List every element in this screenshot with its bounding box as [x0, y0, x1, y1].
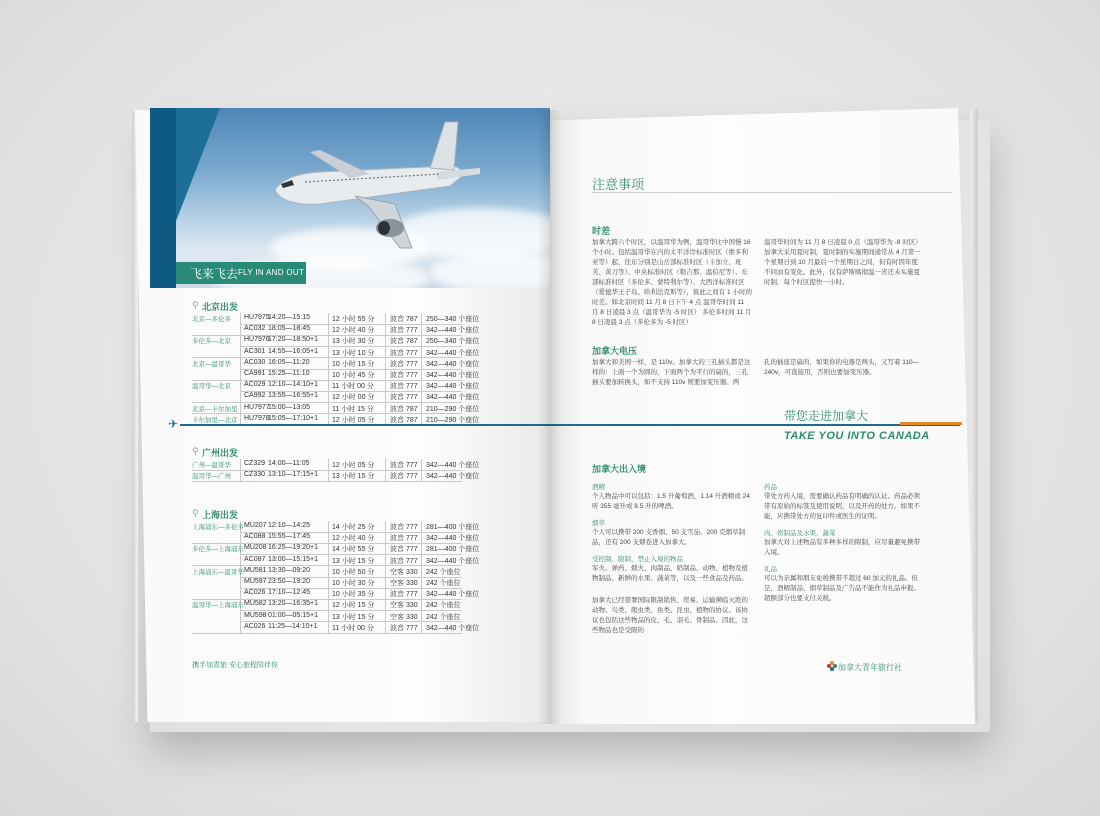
seats-cell: 242 个座位 [426, 613, 461, 621]
seats-cell: 242 个座位 [426, 602, 461, 610]
title-rule [592, 192, 952, 193]
table-row-rule [192, 633, 462, 634]
time-cell: 13:55—16:55+1 [268, 392, 319, 400]
agency-logo-icon [826, 660, 838, 672]
entry-subheading: 礼品 [764, 566, 777, 573]
entry-paragraph: 可以为亲属和朋友免税携带不超过 60 加元的礼品。但是，酒精制品、烟草制品及广告品不能作为礼品申报。超额部分也要支付关税。 [764, 575, 920, 602]
duration-cell: 14 小时 55 分 [332, 546, 375, 554]
entry-paragraph: 军火、弹药、烟火、肉制品、奶制品、动物、植物及植物制品、新鲜的水果、蔬菜等，以及一些食品及药品。 [592, 565, 748, 582]
entry-paragraph: 加拿大对上述物品有多种多样的限制，应尽量避免携带入境。 [764, 539, 920, 556]
flight-cell: MU582 [244, 600, 267, 608]
seats-cell: 342—440 个座位 [426, 535, 480, 543]
table-row [192, 470, 480, 481]
seats-cell: 342—440 个座位 [426, 360, 480, 368]
photo-accent-bar [150, 108, 176, 288]
table-row [192, 532, 480, 543]
entry-paragraph: 带处方药入境，需要确认药品有明确的认证。药品必须带有原始的标签及使用说明，以及开药的处方。如果不能，应携带处方的复印件或医生的证明。 [764, 493, 920, 520]
duration-cell: 10 小时 50 分 [332, 568, 375, 576]
airplane-icon [150, 108, 550, 288]
time-cell: 12:10—14:25 [268, 522, 311, 529]
section-title: 上海出发 [202, 510, 239, 520]
duration-cell: 10 小时 15 分 [332, 360, 375, 368]
flight-cell: MU207 [244, 522, 267, 529]
flight-cell: CZ330 [244, 471, 266, 479]
flight-cell: AC032 [244, 325, 266, 333]
flight-cell: HU7976 [244, 336, 270, 344]
divider-accent [900, 422, 962, 425]
aircraft-cell: 波音 777 [390, 360, 418, 368]
duration-cell: 12 小时 15 分 [332, 602, 375, 610]
route-cell: 卡尔加里—北京 [192, 416, 238, 424]
banner-title-en: FLY IN AND OUT [238, 268, 305, 277]
route-cell: 上海浦东—温哥华 [192, 568, 244, 576]
duration-cell: 11 小时 00 分 [332, 383, 374, 391]
duration-cell: 13 小时 30 分 [332, 338, 375, 346]
table-row [192, 403, 480, 414]
aircraft-cell: 波音 787 [390, 338, 418, 346]
flight-cell: AC026 [244, 589, 266, 597]
entry-heading: 加拿大出入境 [592, 464, 647, 474]
duration-cell: 13 小时 15 分 [332, 613, 375, 621]
voltage-text-2: 孔的插座是扁的，如果你的电器是两头，又写着 110—240v，可直接用，否则也要加变压器。 [764, 359, 920, 376]
table-row [192, 611, 462, 622]
time-cell: 17:10—12:45 [268, 589, 311, 597]
aircraft-cell: 空客 330 [390, 613, 418, 621]
spine-shadow [538, 110, 562, 724]
duration-cell: 10 小时 45 分 [332, 372, 375, 379]
route-cell: 北京—多伦多 [192, 316, 231, 323]
aircraft-cell: 波音 777 [390, 473, 418, 481]
section-title: 北京出发 [202, 302, 239, 312]
seats-cell: 342—440 个座位 [426, 591, 480, 599]
flight-cell: AC301 [244, 347, 266, 355]
flight-cell: CZ329 [244, 460, 266, 467]
duration-cell: 10 小时 35 分 [332, 591, 375, 599]
duration-cell: 12 小时 05 分 [332, 416, 375, 424]
entry-paragraph: 个人物品中可以包括：1.5 升葡萄酒，1.14 升酒精或 24 听 355 毫升或 8.5 升的啤酒。 [592, 493, 750, 510]
seats-cell: 342—440 个座位 [426, 372, 480, 379]
seats-cell: 342—440 个座位 [426, 327, 480, 335]
duration-cell: 13 小时 10 分 [332, 349, 375, 357]
time-cell: 15:05—17:10+1 [268, 414, 319, 422]
flight-cell: HU7975 [244, 314, 270, 321]
aircraft-cell: 波音 777 [390, 372, 418, 379]
seats-cell: 342—440 个座位 [426, 624, 480, 632]
table-row [192, 369, 480, 380]
table-row [192, 335, 480, 346]
left-footer: 携手加青旅 安心旅程陪伴你 [192, 662, 278, 669]
entry-subheading: 酒精 [592, 484, 605, 491]
table-row [192, 347, 480, 358]
time-cell: 13:20—16:35+1 [268, 600, 319, 608]
aircraft-cell: 波音 777 [390, 349, 418, 357]
entry-subheading: 药品 [764, 484, 777, 491]
time-cell: 01:00—05:15+1 [268, 611, 319, 619]
flight-cell: MU597 [244, 578, 267, 585]
timediff-heading: 时差 [592, 226, 611, 236]
aircraft-cell: 波音 787 [390, 405, 418, 413]
seats-cell: 242 个座位 [426, 580, 461, 587]
table-row [192, 577, 462, 588]
duration-cell: 10 小时 30 分 [332, 580, 375, 587]
table-row [192, 599, 462, 610]
time-cell: 15:55—17:45 [268, 533, 311, 541]
banner-title-cn: 飞来飞去 [190, 267, 239, 281]
location-pin-icon: ⚲ [192, 508, 199, 518]
duration-cell: 11 小时 00 分 [332, 624, 374, 632]
time-cell: 14:00—11:05 [268, 460, 310, 467]
duration-cell: 12 小时 55 分 [332, 316, 375, 323]
entry-subheading: 肉、奶制品及水果、蔬菜 [764, 530, 836, 537]
aircraft-cell: 波音 787 [390, 316, 418, 323]
flight-cell: AC088 [244, 533, 266, 541]
aircraft-cell: 波音 777 [390, 327, 418, 335]
slogan-cn: 带您走进加拿大 [784, 409, 869, 423]
flight-cell: CA991 [244, 370, 266, 377]
seats-cell: 210—290 个座位 [426, 416, 480, 424]
flight-cell: AC026 [244, 622, 266, 630]
aircraft-cell: 空客 330 [390, 602, 418, 610]
seats-cell: 250—340 个座位 [426, 338, 480, 346]
entry-paragraph: 加拿大已经签署国际限制销售、贸易、运输濒临灭绝的动物、鸟类、爬虫类、鱼类、昆虫、植物的协议。该协议也包括这些物品的皮、毛、羽毛、骨制品。因此，这些物品也是受限的 [592, 597, 748, 634]
table-row [192, 391, 480, 402]
seats-cell: 342—440 个座位 [426, 557, 480, 565]
aircraft-cell: 波音 777 [390, 524, 418, 531]
location-pin-icon: ⚲ [192, 446, 199, 456]
aircraft-cell: 波音 777 [390, 546, 418, 554]
time-cell: 16:25—19:20+1 [268, 544, 319, 552]
seats-cell: 342—440 个座位 [426, 473, 480, 481]
flight-cell: AC030 [244, 358, 266, 366]
agency-logo-text: 加拿大青年旅行社 [838, 663, 902, 672]
route-cell: 多伦多—北京 [192, 338, 231, 346]
table-row [192, 588, 480, 599]
time-cell: 18:05—18:45 [268, 325, 311, 333]
seats-cell: 210—290 个座位 [426, 405, 480, 413]
flight-cell: CA992 [244, 392, 266, 400]
aircraft-cell: 波音 777 [390, 591, 418, 599]
aircraft-cell: 空客 330 [390, 580, 418, 587]
duration-cell: 11 小时 15 分 [332, 405, 374, 413]
time-cell: 13:10—17:15+1 [268, 471, 319, 479]
route-cell: 北京—卡尔加里 [192, 405, 238, 413]
seats-cell: 250—340 个座位 [426, 316, 480, 323]
table-row-rule [192, 481, 462, 482]
flight-cell: HU7977 [244, 403, 270, 411]
table-row [192, 555, 480, 566]
time-cell: 14:20—15:15 [268, 314, 311, 321]
airplane-photo [150, 108, 550, 288]
time-cell: 11:25—14:10+1 [268, 622, 318, 630]
page-title: 注意事项 [592, 177, 645, 192]
route-cell: 温哥华—广州 [192, 473, 231, 481]
route-cell: 多伦多—上海浦东 [192, 546, 244, 554]
section-title: 广州出发 [202, 448, 239, 458]
seats-cell: 281—400 个座位 [426, 524, 480, 531]
time-cell: 15:25—11:10 [268, 370, 310, 377]
plane-icon: ✈ [168, 417, 179, 431]
voltage-heading: 加拿大电压 [592, 346, 638, 356]
seats-cell: 281—400 个座位 [426, 546, 480, 554]
table-row [192, 521, 480, 532]
flight-cell: MU208 [244, 544, 267, 552]
table-row [192, 380, 480, 391]
seats-cell: 342—440 个座位 [426, 349, 480, 357]
duration-cell: 12 小时 05 分 [332, 462, 375, 469]
aircraft-cell: 波音 777 [390, 383, 418, 391]
entry-paragraph: 个人可以携带 200 支香烟、50 支雪茄、200 克烟草制品，还有 200 支烟卷进入加拿大。 [592, 529, 746, 546]
slogan-en: TAKE YOU INTO CANADA [784, 430, 930, 442]
route-cell: 温哥华—北京 [192, 383, 231, 391]
aircraft-cell: 波音 777 [390, 535, 418, 543]
seats-cell: 242 个座位 [426, 568, 461, 576]
flight-cell: MU598 [244, 611, 267, 619]
duration-cell: 14 小时 25 分 [332, 524, 375, 531]
time-cell: 16:05—11:20 [268, 358, 310, 366]
time-cell: 14:55—16:05+1 [268, 347, 319, 355]
flight-cell: AC029 [244, 381, 266, 389]
entry-subheading: 烟草 [592, 520, 605, 527]
route-cell: 广州—温哥华 [192, 462, 231, 469]
seats-cell: 342—440 个座位 [426, 462, 480, 469]
duration-cell: 13 小时 15 分 [332, 473, 375, 481]
table-row [192, 543, 480, 554]
aircraft-cell: 波音 777 [390, 624, 418, 632]
aircraft-cell: 波音 777 [390, 557, 418, 565]
time-cell: 12:10—14:10+1 [268, 381, 319, 389]
duration-cell: 12 小时 40 分 [332, 327, 375, 335]
aircraft-cell: 波音 777 [390, 462, 418, 469]
duration-cell: 13 小时 15 分 [332, 557, 375, 565]
section-banner [176, 262, 306, 284]
time-cell: 13:00—15:15+1 [268, 555, 319, 563]
route-cell: 上海浦东—多伦多 [192, 524, 244, 531]
table-row [192, 324, 480, 335]
seats-cell: 342—440 个座位 [426, 394, 480, 402]
aircraft-cell: 波音 777 [390, 394, 418, 402]
aircraft-cell: 空客 330 [390, 568, 418, 576]
table-row [192, 313, 480, 324]
route-cell: 温哥华—上海浦东 [192, 602, 244, 610]
duration-cell: 12 小时 40 分 [332, 535, 375, 543]
voltage-text-1: 加拿大和美国一样，是 110v。加拿大的三孔插头都是这样的：上面一个为圆的，下面两个为平行的扁的，三孔插头要加转换头，如不支持 110v 则要加变压器。两 [592, 359, 751, 386]
table-row [192, 459, 480, 470]
time-cell: 15:00—13:05 [268, 403, 311, 411]
table-row [192, 358, 480, 369]
route-cell: 北京—温哥华 [192, 360, 231, 368]
time-cell: 17:20—18:50+1 [268, 336, 319, 344]
timediff-text-1: 加拿大跨六个时区，以温哥华为例，温哥华比中国慢 16 个小时。包括温哥华在内的太平洋岸标准时区（维多利亚等）起，往东分别是山岳部标准时区（卡加立、班芙、黄刀等）、中央标准时区（勒吉那、温伯尼等）、东部标准时区（多伦多、蒙特利尔等）、大西洋标准时区（爱德华王子岛、哈利法克斯等），彼此之间有 1 小时的时差。如北京时间 11 月 8 日下午 4 点 温哥华时间 11 月 8 日凌晨 3 点（温哥华为 -5 时区） 多伦多时间 11 月 8 日凌晨 3 点（多伦多为 -5 时区） [592, 239, 752, 326]
flight-cell: MU581 [244, 566, 267, 574]
flight-cell: HU7978 [244, 414, 270, 422]
seats-cell: 342—440 个座位 [426, 383, 480, 391]
table-row [192, 622, 480, 633]
table-row [192, 566, 462, 577]
location-pin-icon: ⚲ [192, 300, 199, 310]
divider-line [180, 424, 960, 426]
time-cell: 23:50—19:20 [268, 578, 311, 585]
entry-subheading: 受控制、限制、禁止入境的物品 [592, 556, 683, 563]
aircraft-cell: 波音 787 [390, 416, 418, 424]
timediff-text-2: 温哥华时间为 11 月 8 日凌晨 0 点（温哥华为 -8 时区）加拿大采用夏时制，夏时制的实施期间通常从 4 月第一个星期日到 10 月最后一个星期日之间，但有时因年度不同而有变化。此外，仅有萨斯喀彻温一省还未实施夏时制，每个时区提快一小时。 [764, 239, 922, 286]
flight-cell: AC087 [244, 555, 266, 563]
time-cell: 13:30—09:20 [268, 566, 311, 574]
duration-cell: 12 小时 00 分 [332, 394, 375, 402]
